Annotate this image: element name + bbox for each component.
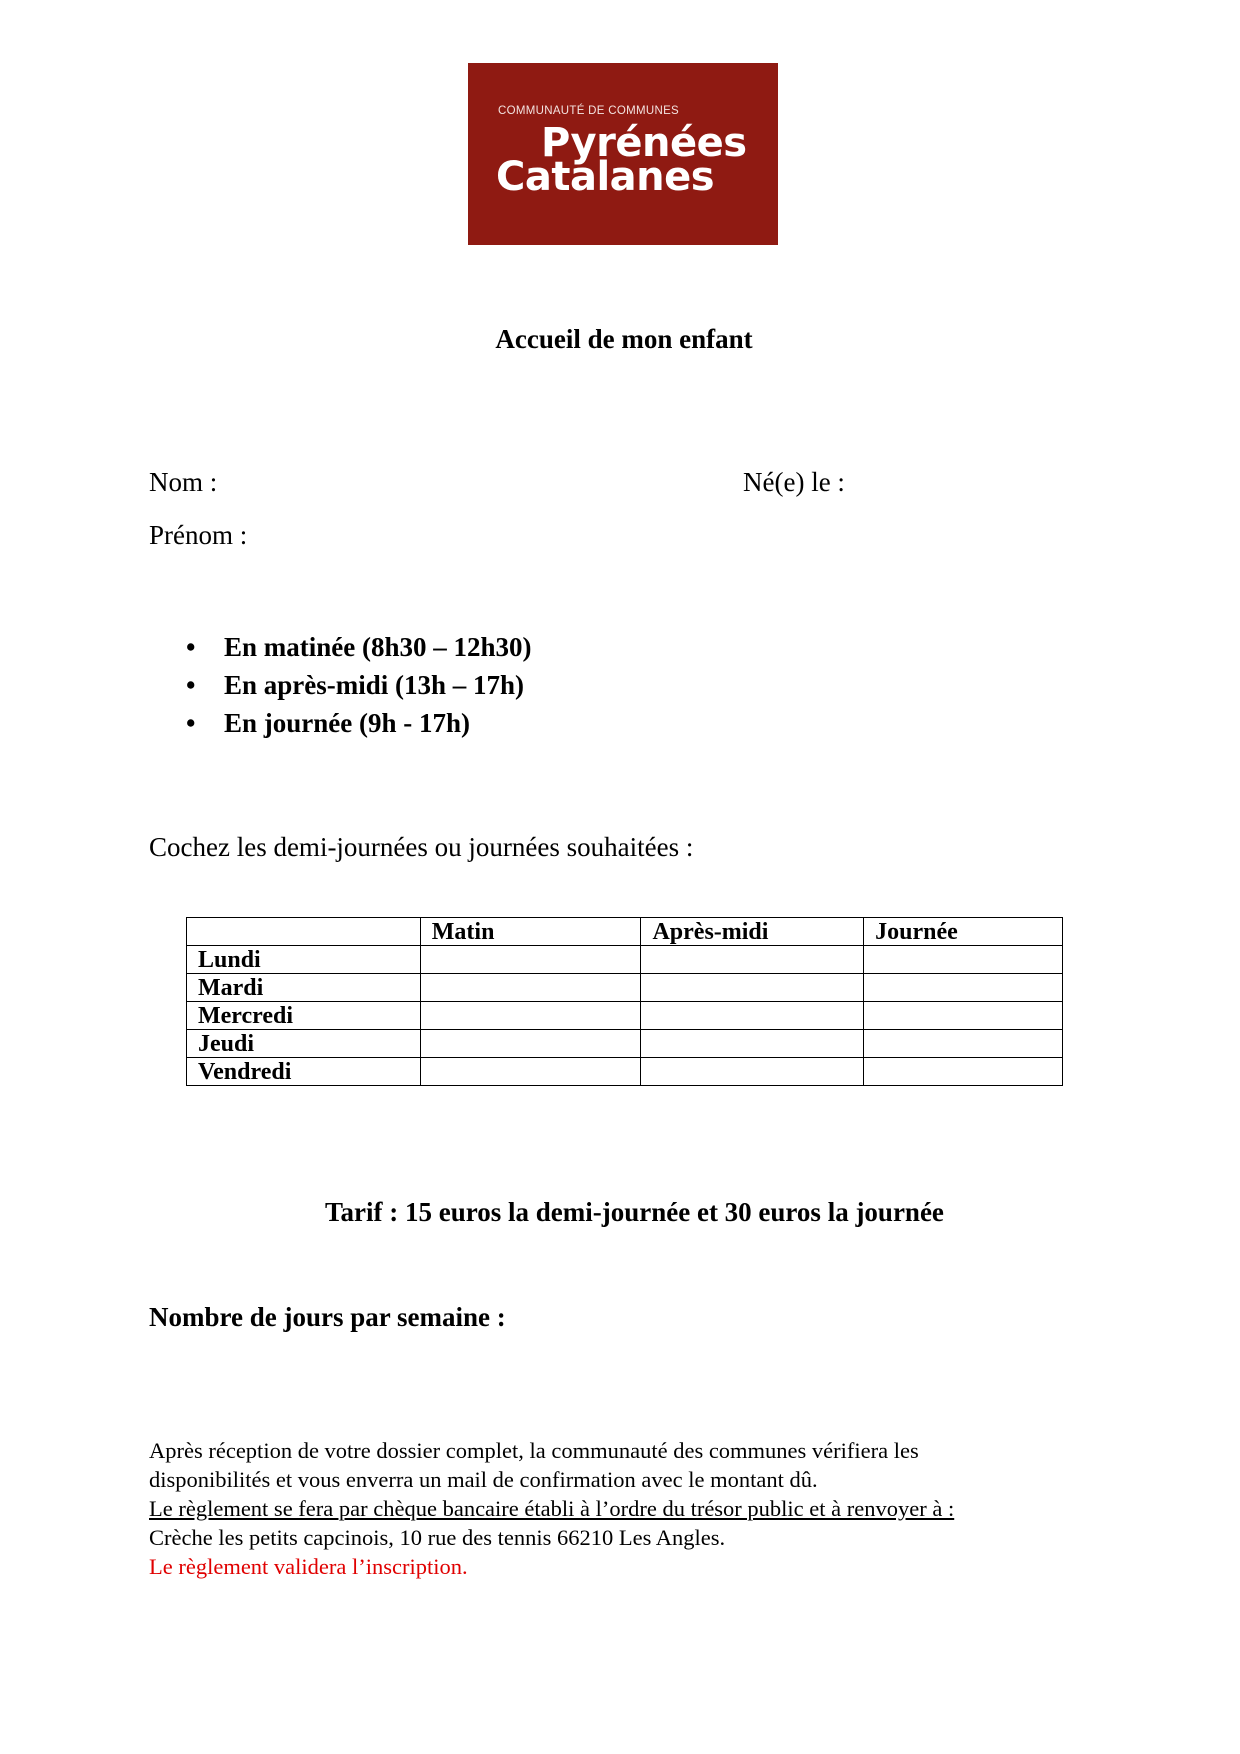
day-cell: Mercredi (187, 1002, 421, 1030)
table-header-row (187, 918, 1063, 946)
checkbox-cell-matin[interactable] (420, 974, 641, 1002)
day-cell: Lundi (187, 946, 421, 974)
header-cell-apres-midi: Après-midi (641, 918, 864, 946)
checkbox-cell-journee[interactable] (864, 1030, 1063, 1058)
schedule-options-list (186, 628, 532, 742)
days-per-week-label: Nombre de jours par semaine : (149, 1302, 506, 1332)
birthdate-field-label: Né(e) le : (743, 467, 845, 497)
notes-block (149, 1436, 954, 1581)
schedule-table (186, 917, 1063, 1086)
checkbox-cell-journee[interactable] (864, 1002, 1063, 1030)
option-label: En matinée (8h30 – 12h30) (224, 632, 532, 662)
checkbox-cell-apres-midi[interactable] (641, 1002, 864, 1030)
page-title: Accueil de mon enfant (495, 324, 753, 354)
bullet-icon: • (186, 632, 196, 662)
table-row (187, 1030, 1063, 1058)
checkbox-cell-matin[interactable] (420, 1058, 641, 1086)
validation-note: Le règlement validera l’inscription. (149, 1554, 468, 1579)
option-label: En journée (9h - 17h) (224, 708, 471, 738)
prenom-field-label: Prénom : (149, 520, 248, 550)
table-row (187, 946, 1063, 974)
logo (468, 63, 778, 245)
checkbox-cell-matin[interactable] (420, 946, 641, 974)
bullet-icon: • (186, 670, 196, 700)
checkbox-cell-journee[interactable] (864, 974, 1063, 1002)
note-line: Après réception de votre dossier complet, la communauté des communes vérifiera les (149, 1438, 919, 1463)
table-row (187, 974, 1063, 1002)
table-row (187, 1002, 1063, 1030)
payment-instruction: Le règlement se fera par chèque bancaire établi à l’ordre du trésor public et à renvoyer à : (149, 1496, 955, 1521)
checkbox-cell-apres-midi[interactable] (641, 1058, 864, 1086)
checkbox-cell-journee[interactable] (864, 946, 1063, 974)
table-row (187, 1058, 1063, 1086)
bullet-icon: • (186, 708, 196, 738)
header-cell-day (187, 918, 421, 946)
day-cell: Mardi (187, 974, 421, 1002)
checkbox-cell-journee[interactable] (864, 1058, 1063, 1086)
header-cell-journee: Journée (864, 918, 1063, 946)
logo-org-line: COMMUNAUTÉ DE COMMUNES (498, 105, 680, 117)
logo-name-line2: Catalanes (496, 154, 715, 200)
day-cell: Vendredi (187, 1058, 421, 1086)
checkbox-cell-apres-midi[interactable] (641, 946, 864, 974)
tarif-text: Tarif : 15 euros la demi-journée et 30 euros la journée (325, 1197, 944, 1227)
checkbox-cell-apres-midi[interactable] (641, 974, 864, 1002)
checkbox-cell-matin[interactable] (420, 1030, 641, 1058)
instruction-text: Cochez les demi-journées ou journées souhaitées : (149, 832, 694, 862)
logo-name-line1: Pyrénées (541, 120, 747, 166)
checkbox-cell-matin[interactable] (420, 1002, 641, 1030)
header-cell-matin: Matin (420, 918, 641, 946)
option-full-day (186, 704, 532, 742)
option-label: En après-midi (13h – 17h) (224, 670, 525, 700)
checkbox-cell-apres-midi[interactable] (641, 1030, 864, 1058)
day-cell: Jeudi (187, 1030, 421, 1058)
mailing-address: Crèche les petits capcinois, 10 rue des tennis 66210 Les Angles. (149, 1525, 726, 1550)
note-line: disponibilités et vous enverra un mail de confirmation avec le montant dû. (149, 1467, 818, 1492)
option-afternoon (186, 666, 532, 704)
nom-field-label: Nom : (149, 467, 218, 497)
option-morning (186, 628, 532, 666)
